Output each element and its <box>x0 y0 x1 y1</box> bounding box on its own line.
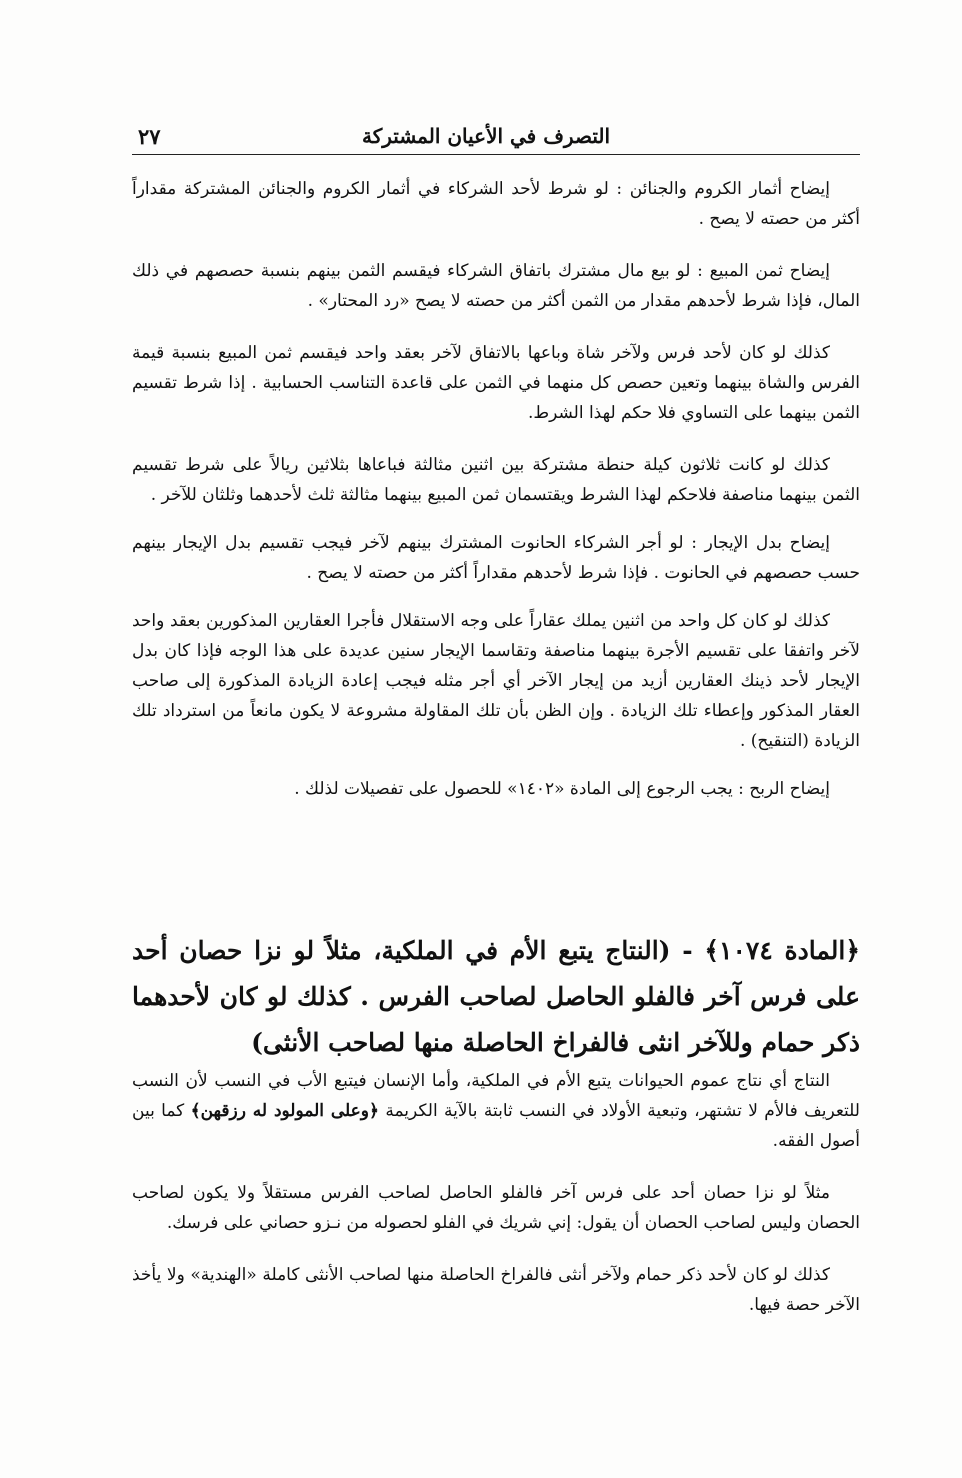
paragraph-wheat: كذلك لو كانت ثلاثون كيلة حنطة مشتركة بين اثنين مثالثة فباعاها بثلاثين ريالاً على شرط تقسيم الثمن بينهما مناصفة فلاحكم لهذا الشرط ويقتسمان ثمن المبيع بينهما مثالثة ثلث لأحدهما وثلثان للآخر . <box>132 455 860 505</box>
commentary-horse-example <box>132 1178 860 1238</box>
commentary-pigeon-example <box>132 1260 860 1320</box>
commentary-offspring <box>132 1066 860 1156</box>
quran-verse: ﴿وعلى المولود له رزقهن﴾ <box>190 1101 379 1121</box>
commentary-text: مثلاً لو نزا حصان أحد على فرس آخر فالفلو الحاصل لصاحب الفرس مستقلاً ولا يكون لصاحب الحصان وليس لصاحب الحصان أن يقول: إني شريك في الفلو لحصوله من نـزو حصاني على فرسك. <box>132 1183 860 1233</box>
paragraph-sale-price: إيضاح ثمن المبيع : لو بيع مال مشترك باتفاق الشركاء فيقسم الثمن بينهم بنسبة حصصهم في ذلك المال، فإذا شرط لأحدهم مقدار من الثمن أكثر من حصته لا يصح «رد المحتار» . <box>132 261 860 311</box>
article-commentary <box>132 1066 860 1342</box>
commentary-text: كذلك لو كان لأحد ذكر حمام ولآخر أنثى فالفراخ الحاصلة منها لصاحب الأنثى كاملة «الهندية» ولا يأخذ الآخر حصة فيها. <box>132 1265 860 1315</box>
paragraph-profit: إيضاح الربح : يجب الرجوع إلى المادة «١٤٠٢» للحصول على تفصيلات لذلك . <box>294 779 830 799</box>
commentary-text-end: كما بين أصول الفقه. <box>132 1101 860 1151</box>
commentary-text: النتاج أي نتاج عموم الحيوانات يتبع الأم في الملكية، وأما الإنسان فيتبع الأب في النسب لأن النسب للتعريف فالأم لا تشتهر، وتبعية الأولاد في النسب ثابتة بالآية الكريمة <box>132 1071 860 1121</box>
article-text: - (النتاج يتبع الأم في الملكية، مثلاً لو نزا حصان أحد على فرس آخر فالفلو الحاصل لصاحب الفرس . كذلك لو كان لأحدهما ذكر حمام وللآخر انثى فالفراخ الحاصلة منها لصاحب الأنثى) <box>132 936 860 1057</box>
page-number: ٢٧ <box>138 124 161 149</box>
article-1074 <box>132 928 860 1066</box>
paragraph-real-estate: كذلك لو كان كل واحد من اثنين يملك عقاراً على وجه الاستقلال فأجرا العقارين المذكورين بعقد واحد لآخر واتفقا على تقسيم الأجرة بينهما مناصفة وتقاسما الإيجار سنين عديدة على هذا الوجه فإذا كان بدل الإيجار لأحد ذينك العقارين أزيد من إيجار الآخر أي أجر مثله فيجب إعادة الزيادة المذكورة إلى صاحب العقار المذكور وإعطاء تلك الزيادة . وإن الظن بأن تلك المقاولة مشروعة لا يكون مانعاً من استرداد تلك الزيادة (التنقيح) . <box>132 611 860 751</box>
paragraph-fruits: إيضاح أثمار الكروم والجنائن : لو شرط لأحد الشركاء في أثمار الكروم والجنائن المشتركة مقداراً أكثر من حصته لا يصح . <box>132 179 860 229</box>
explanations-section <box>132 174 860 804</box>
paragraph-rent: إيضاح بدل الإيجار : لو أجر الشركاء الحانوت المشترك بينهم لآخر فيجب تقسيم بدل الإيجار بينهم حسب حصصهم في الحانوت . فإذا شرط لأحدهم مقداراً أكثر من حصته لا يصح . <box>132 533 860 583</box>
paragraph-horse-sheep: كذلك لو كان لأحد فرس ولآخر شاة وباعها بالاتفاق لآخر بعقد واحد فيقسم ثمن المبيع بنسبة قيمة الفرس والشاة بينهما وتعين حصص كل منهما في الثمن على قاعدة التناسب الحسابية . إذا شرط تقسيم الثمن بينهما على التساوي فلا حكم لهذا الشرط. <box>132 343 860 423</box>
running-title: التصرف في الأعيان المشتركة <box>362 124 610 148</box>
article-heading: ﴿المادة ١٠٧٤﴾ <box>704 936 860 965</box>
page-header <box>132 118 860 155</box>
